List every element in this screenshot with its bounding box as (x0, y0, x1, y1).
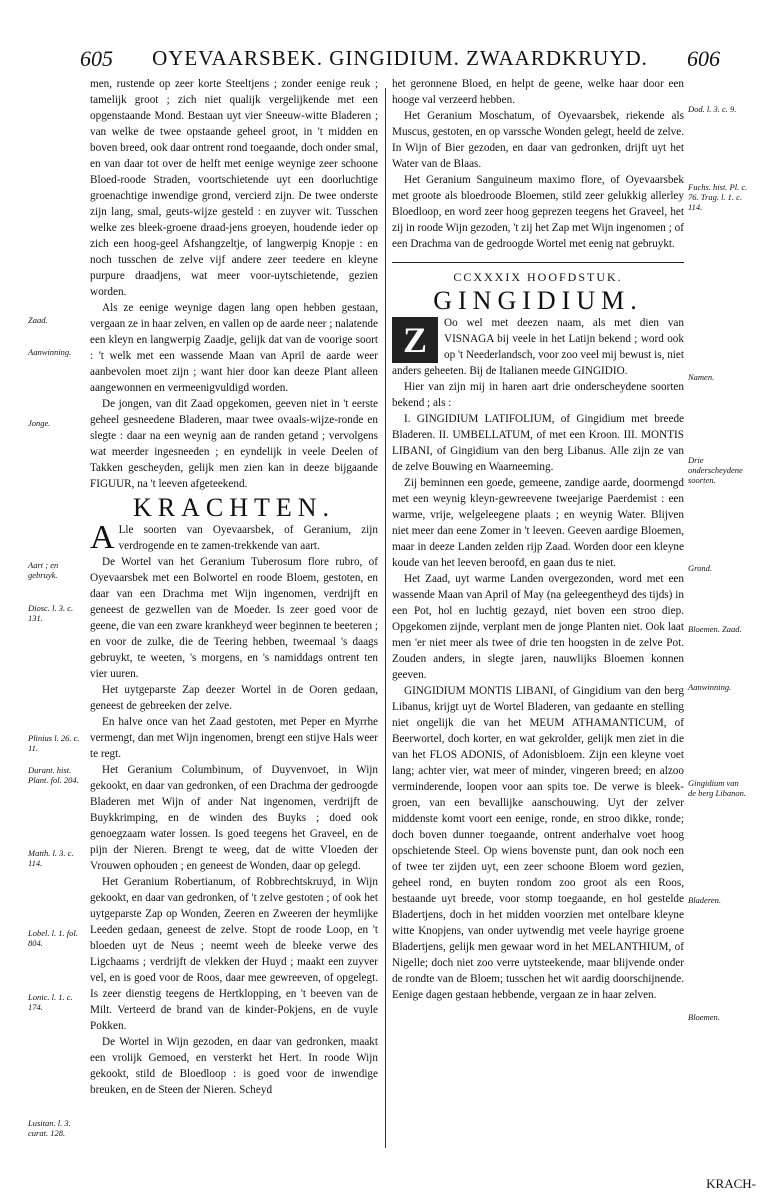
catchword: KRACH- (706, 1176, 756, 1191)
margin-note-left: Matth. l. 3. c. 114. (28, 848, 74, 868)
left-paragraph-10: De Wortel in Wijn gezoden, en daar van gedronken, maakt een vrolijk Gemoed, en versterkt het Hert. In roode Wijn gekookt, stild de Bloedloop : is goed voor de inwendige breuken, en de Steen der Nieren. Scheyd (90, 1036, 378, 1096)
left-paragraph-5: De Wortel van het Geranium Tuberosum flore rubro, of Oyevaarsbek met een Bolwortel en roode Bloem, gestoten, en daar van een Drachma met Wijn ingenomen, verdrijft en geneest de gezwellen van de Moeder. Is zeer goed voor de geene, die van een zware krankheyd weer beginnen te beeteren ; en voor de zulke, die de Teering hebben, tweemaal 's daags gebruykt, te weeten, 's morgens, en 's namiddags ontrent ten vier uuren. (90, 556, 378, 680)
margin-note-left: Durant. hist. Plant. fol. 204. (28, 765, 79, 785)
margin-note-left: Plinius l. 26. c. 11. (28, 733, 80, 753)
running-header (60, 44, 740, 74)
chapter-number: CCXXXIX HOOFDSTUK. (453, 270, 623, 284)
right-column (392, 76, 684, 1003)
margin-note-right: Gingidium van de berg Libanon. (688, 778, 747, 798)
margin-note-right: Dod. l. 3. c. 9. (688, 104, 737, 114)
left-paragraph-2: Als ze eenige weynige dagen lang open hebben gestaan, vergaan ze in haar zelven, en vallen op de aarde neer ; nalatende een kleyn en langwerpig Zaadje, gelijk dat van de voorige soort : 't welk met een wassende Maan van April de aarde weer aanbevolen moet zijn ; want hier door kan deeze Plant alleen aangewonnen en vermeenigvuldigd worden. (90, 302, 378, 394)
margin-note-left: Aanwinning. (28, 347, 72, 357)
right-paragraph-4-text: Oo wel met deezen naam, als met dien van VISNAGA bij veele in het Latijn bekend ; word ook op 't Neederlandsch, voor zoo veel mij bewust is, niet anders geheeten. Bij de Italianen meede GINGIDIO. (392, 317, 684, 377)
right-paragraph-5: Hier van zijn mij in haren aart drie onderscheydene soorten bekend ; als : (392, 381, 684, 409)
margin-note-right: Bladeren. (688, 895, 721, 905)
margin-note-right: Namen. (688, 372, 715, 382)
chapter-rule (392, 262, 684, 263)
margin-note-right: Aanwinning. (688, 682, 732, 692)
section-heading-krachten: KRACHTEN. (132, 493, 336, 522)
right-paragraph-9: GINGIDIUM MONTIS LIBANI, of Gingidium van den berg Libanus, krijgt uyt de Wortel Bladeren, van gedaante en stelling niet ongelijk die van het MEUM ATHAMANTICUM, of Beerwortel, doch korter, en wat gekrolder, gelijk men ziet in die van het FLOS ADONIS, of Adonisbloem. Zijn een kleyne voet lang; achter vier, wat meer of minder, vingeren breed; en alzoo verminderende, loopen voor aan spits toe. De verwe is bleek-groen, van een bevallijke aanschouwing. Uyt der zelver middenste komt voort een eenige, ronde, en stroo dikke, ronde; doch boven dunner toegaande, ontrent anderhalve voet hoog opschietende Steel. Op wiens bovenste punt, dan ook noch een of twee ter zijden uyt, een zeer schoone Bloem word gezien, geheel rond, en buyten rondom zoo groot als een Roos, bestaande uyt breede, voor stomp toegaande, en hol gestelde Bladertjens, doch in het midden voorzien met ontelbare kleyne witte Knopjens, van onder uytwendig met veele hayrige groene Bladertjens, gelijk men gewaar word in het MELANTHIUM, of Nigelle; doch niet zoo verre uytsteekende, maar blijvende onder de rondte van de Bloem; tusschen het wit aardig doorschijnende. Eenige dagen gestaan hebbende, vergaan ze in haar zelven. (392, 685, 684, 1001)
margin-note-right: Grond. (688, 563, 713, 573)
left-paragraph-6: Het uytgeparste Zap deezer Wortel in de Ooren gedaan, geneest de gebreeken der zelve. (90, 684, 378, 712)
right-paragraph-3: Het Geranium Sanguineum maximo flore, of Oyevaarsbek met groote als bloedroode Bloemen, stild zeer gelukkig allerley Bloedloop, en word zeer hoog geprezen teegens het Graveel, het zij in roode Wijn gezoden, 't zij het Zap met Wijn ingenomen ; of een Drachma van de gedroogde Wortel met eenig nat gebruykt. (392, 174, 684, 250)
left-paragraph-8: Het Geranium Columbinum, of Duyvenvoet, in Wijn gekookt, en daar van gedronken, of een Drachma der gedroogde Bladeren met Wijn of ander Nat ingenomen, verdrijft de Buykkrimping, en de winden des Buyks ; doed ook genoegzaam water lossen. Is goed teegens het Graveel, en de pijn der Nieren. Brengt te weeg, dat de witte Vloeden der Vrouwen ophouden ; en geneest de Wonden, daar op gelegd. (90, 764, 378, 872)
margin-note-left: Lonic. l. 1. c. 174. (28, 992, 73, 1012)
margin-note-left: Diosc. l. 3. c. 131. (28, 603, 74, 623)
margin-note-right: Fuchs. hist. Pl. c. 76. Trag. l. 1. c. 114. (688, 182, 748, 212)
left-paragraph-3: De jongen, van dit Zaad opgekomen, geeven niet in 't eerste geheel gesneedene Bladeren, maar twee ovaals-wijze-ronde en slegte : daar na een weynig aan de randen getand ; vervolgens wat meerder ingesneeden ; en eyndelijk in veele Deelen of Takken gescheyden, gelijk men zien kan in deeze bijgaande FIGUUR, na 't leeven afgeteekend. (90, 398, 378, 490)
margin-note-left: Jonge. (28, 418, 51, 428)
margin-note-left: Lusitan. l. 3. curat. 128. (28, 1118, 71, 1138)
right-paragraph-2: Het Geranium Moschatum, of Oyevaarsbek, riekende als Muscus, gestoten, en op varssche Wonden gelegt, heeld de zelve. In Wijn of Bier gezoden, en daar van gedronken, drijft uyt het Water van de Blaas. (392, 110, 684, 170)
right-paragraph-8: Het Zaad, uyt warme Landen overgezonden, word met een wassende Maan van April of May (na geleegentheyd des tijds) in een Pot, hol en luchtig gezayd, niet boven een stroo diep. Opgekomen zijnde, verplant men de jonge Planten niet. Ook laat men 'er niet meer als twee of drie ten hoogsten in de zelve Pot. Zouden anders, in slegte jaren, nauwlijks Bloemen konnen geeven. (392, 573, 684, 681)
right-paragraph-7: Zij beminnen een goede, gemeene, zandige aarde, doormengd met een weynig kleyn-gewreevene tweejarige Paerdemist : een warme, vrije, welgeleegene plaats ; en weynig Water. Blijven niet meer dan eene Zomer in 't leeven. Geeven aardige Bloemen, maar in deeze Landen zelden rijp Zaad. Worden door een kleyne koude van het leeven beroofd, en gaan dus te niet. (392, 477, 684, 569)
running-title: OYEVAARSBEK. GINGIDIUM. ZWAARDKRUYD. (152, 46, 648, 70)
left-column (90, 76, 378, 1098)
margin-note-right: Drie onderscheydene soorten. (688, 455, 743, 485)
right-paragraph-6: I. GINGIDIUM LATIFOLIUM, of Gingidium met breede Bladeren. II. UMBELLATUM, of met een Kroon. III. MONTIS LIBANI, of Gingidium van den berg Libanus. Alle zijn ze van de zelve Bouwing en Waarneeming. (392, 413, 684, 473)
chapter-title: GINGIDIUM. (433, 286, 643, 315)
drop-cap-a: A (90, 519, 115, 556)
margin-note-left: Zaad. (28, 315, 48, 325)
right-paragraph-4 (392, 315, 684, 379)
left-paragraph-4-text: Lle soorten van Oyevaarsbek, of Geranium, zijn verdrogende en te zamen-trekkende van aart. (118, 524, 378, 552)
left-page-number: 605 (80, 46, 113, 71)
left-paragraph-4 (90, 519, 378, 556)
right-paragraph-1: het geronnene Bloed, en helpt de geene, welke haar door een hooge val verzeerd hebben. (392, 78, 684, 106)
right-page-number: 606 (687, 46, 720, 71)
ornamental-initial-z: Z (392, 317, 438, 363)
margin-note-right: Bloemen. (688, 1012, 720, 1022)
margin-note-left: Lobel. l. 1. fol. 804. (28, 928, 78, 948)
left-paragraph-9: Het Geranium Robertianum, of Robbrechtskruyd, in Wijn gekookt, en daar van gedronken, of 't zelve gestoten ; of ook het uytgeparste Zap op Wonden, Zeeren en Zweeren der heymlijke Leeden gedaan, geneest de zelve. Stopt de roode Loop, en 't bloeden uyt de Neus ; neemt weeh de bleeke verwe des Ligchaams ; verdrijft de vlekken der Huyd ; maakt een zuyver vel, en is goed voor de Roos, daar mee gewreeven, of opgelegt. Is zeer dienstig teegens de Hertklopping, en 't beeven van de Milt. Verteerd de brand van de kinder-Pokjens, en de vuyle Pokken. (90, 876, 378, 1032)
left-paragraph-7: En halve once van het Zaad gestoten, met Peper en Myrrhe vermengt, dan met Wijn ingenomen, brengt een stijve Hals weer te regt. (90, 716, 378, 760)
margin-note-left: Aart ; en gebruyk. (28, 560, 59, 580)
margin-note-right: Bloemen. Zaad. (688, 624, 742, 634)
left-paragraph-1: men, rustende op zeer korte Steeltjens ; zonder eenige reuk ; tamelijk groot ; zich niet qualijk vergelijkende met een opgenstaande Mond. Bestaan uyt vier Sneeuw-witte Bladeren ; van welke de twee opstaande geheel groot, in 't midden en boven breed, ook daar ontrent rond toegaande, doch onder smal, en van daar tot over de helft met eenige weynige zeer schoone Bloed-roode Straden, voortschietende uyt een doorluchtige groenachtige inwendige grond, vercierd zijn. De twee onderste zijn lang, smal, geuts-wijze gesteld : en zuyver wit. Tusschen welke zes bleek-groene draad-jens groeyen, houdende ieder op zich een hoog-geel Afshangzeltje, of langwerpig Knopje : en noch tusschen de zelve vijf andere zeer teedere en kleyne purpure draadjens, wat meer voor-uytschietende, gezien worden. (90, 78, 378, 298)
column-divider (385, 88, 386, 1148)
